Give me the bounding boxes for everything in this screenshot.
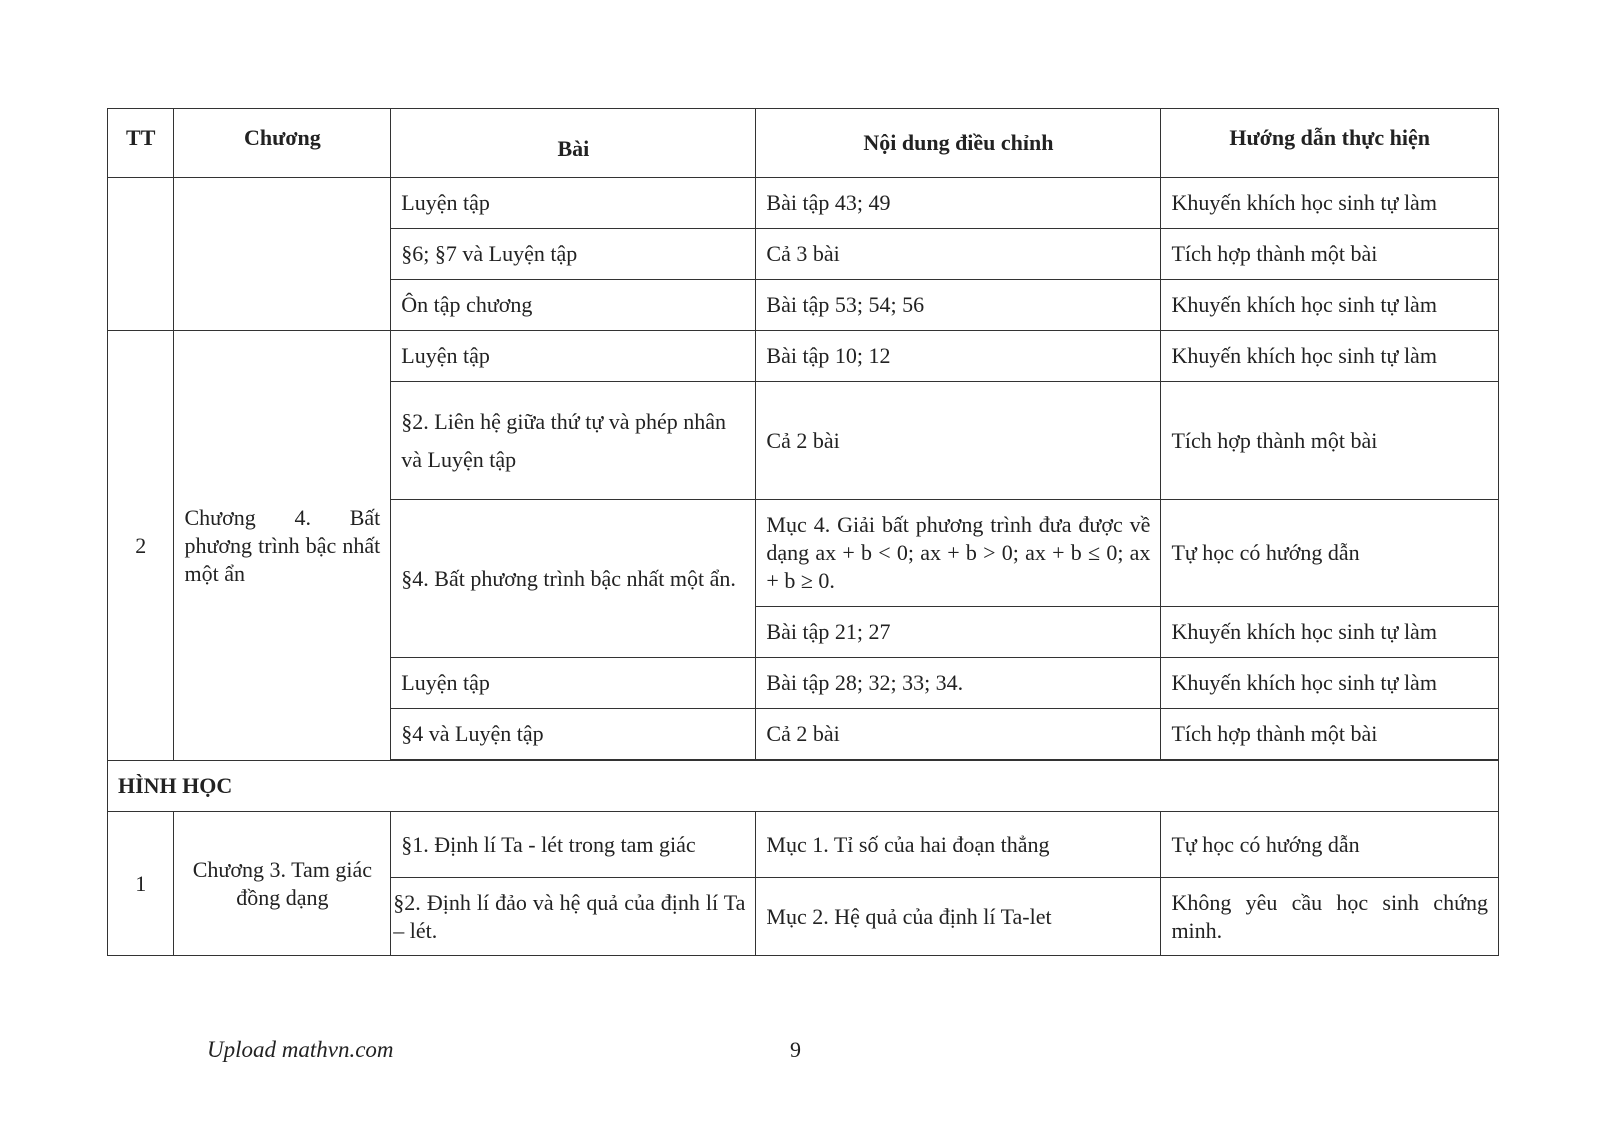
header-bai: Bài (391, 109, 756, 178)
noi-dung-cell: Bài tập 21; 27 (756, 607, 1161, 658)
footer-source: Upload mathvn.com (207, 1037, 394, 1062)
bai-cell: Luyện tập (391, 331, 756, 382)
table-row (108, 331, 1499, 382)
page-number: 9 (790, 1037, 801, 1062)
huong-dan-cell: Khuyến khích học sinh tự làm (1161, 331, 1499, 382)
bai-cell: §2. Định lí đảo và hệ quả của định lí Ta – lét. (391, 878, 756, 956)
section-row (108, 761, 1499, 812)
tt-cell: 2 (108, 331, 174, 761)
table-row (108, 178, 1499, 229)
huong-dan-cell: Khuyến khích học sinh tự làm (1161, 607, 1499, 658)
bai-cell (391, 382, 756, 500)
noi-dung-cell: Bài tập 10; 12 (756, 331, 1161, 382)
chuong-cell-empty (174, 178, 391, 331)
header-tt: TT (108, 109, 174, 178)
huong-dan-cell: Tự học có hướng dẫn (1161, 500, 1499, 607)
noi-dung-cell: Bài tập 28; 32; 33; 34. (756, 658, 1161, 709)
huong-dan-cell: Khuyến khích học sinh tự làm (1161, 178, 1499, 229)
noi-dung-cell: Cả 2 bài (756, 382, 1161, 500)
tt-cell-empty (108, 178, 174, 331)
bai-cell: §4. Bất phương trình bậc nhất một ẩn. (391, 500, 756, 658)
huong-dan-cell: Khuyến khích học sinh tự làm (1161, 280, 1499, 331)
tt-cell: 1 (108, 812, 174, 956)
section-title: HÌNH HỌC (108, 761, 1499, 812)
noi-dung-cell: Mục 2. Hệ quả của định lí Ta-let (756, 878, 1161, 956)
noi-dung-cell: Cả 2 bài (756, 709, 1161, 760)
noi-dung-cell: Cả 3 bài (756, 229, 1161, 280)
noi-dung-cell: Mục 1. Tỉ số của hai đoạn thẳng (756, 812, 1161, 878)
header-huong-dan: Hướng dẫn thực hiện (1161, 109, 1499, 178)
bai-line-2: và Luyện tập (401, 446, 517, 472)
bai-cell: §4 và Luyện tập (391, 709, 756, 760)
huong-dan-cell: Khuyến khích học sinh tự làm (1161, 658, 1499, 709)
table-header-row (108, 109, 1499, 178)
huong-dan-cell: Không yêu cầu học sinh chứng minh. (1161, 878, 1499, 956)
huong-dan-cell: Tích hợp thành một bài (1161, 709, 1499, 760)
bai-line-1: §2. Liên hệ giữa thứ tự và phép nhân (401, 408, 727, 434)
header-noi-dung: Nội dung điều chỉnh (756, 109, 1161, 178)
bai-cell: §1. Định lí Ta - lét trong tam giác (391, 812, 756, 878)
chuong-cell: Chương 3. Tam giác đồng dạng (174, 812, 391, 956)
header-chuong: Chương (174, 109, 391, 178)
noi-dung-cell: Mục 4. Giải bất phương trình đưa được về dạng ax + b < 0; ax + b > 0; ax + b ≤ 0; ax + b ≥ 0. (756, 500, 1161, 607)
bai-cell: §6; §7 và Luyện tập (391, 229, 756, 280)
huong-dan-cell: Tự học có hướng dẫn (1161, 812, 1499, 878)
noi-dung-cell: Bài tập 43; 49 (756, 178, 1161, 229)
noi-dung-cell: Bài tập 53; 54; 56 (756, 280, 1161, 331)
huong-dan-cell: Tích hợp thành một bài (1161, 229, 1499, 280)
huong-dan-cell: Tích hợp thành một bài (1161, 382, 1499, 500)
bai-cell: Luyện tập (391, 658, 756, 709)
adjustment-table (107, 108, 1499, 956)
bai-cell: Ôn tập chương (391, 280, 756, 331)
chuong-cell: Chương 4. Bất phương trình bậc nhất một ẩn (174, 331, 391, 761)
table-row (108, 812, 1499, 878)
bai-cell: Luyện tập (391, 178, 756, 229)
